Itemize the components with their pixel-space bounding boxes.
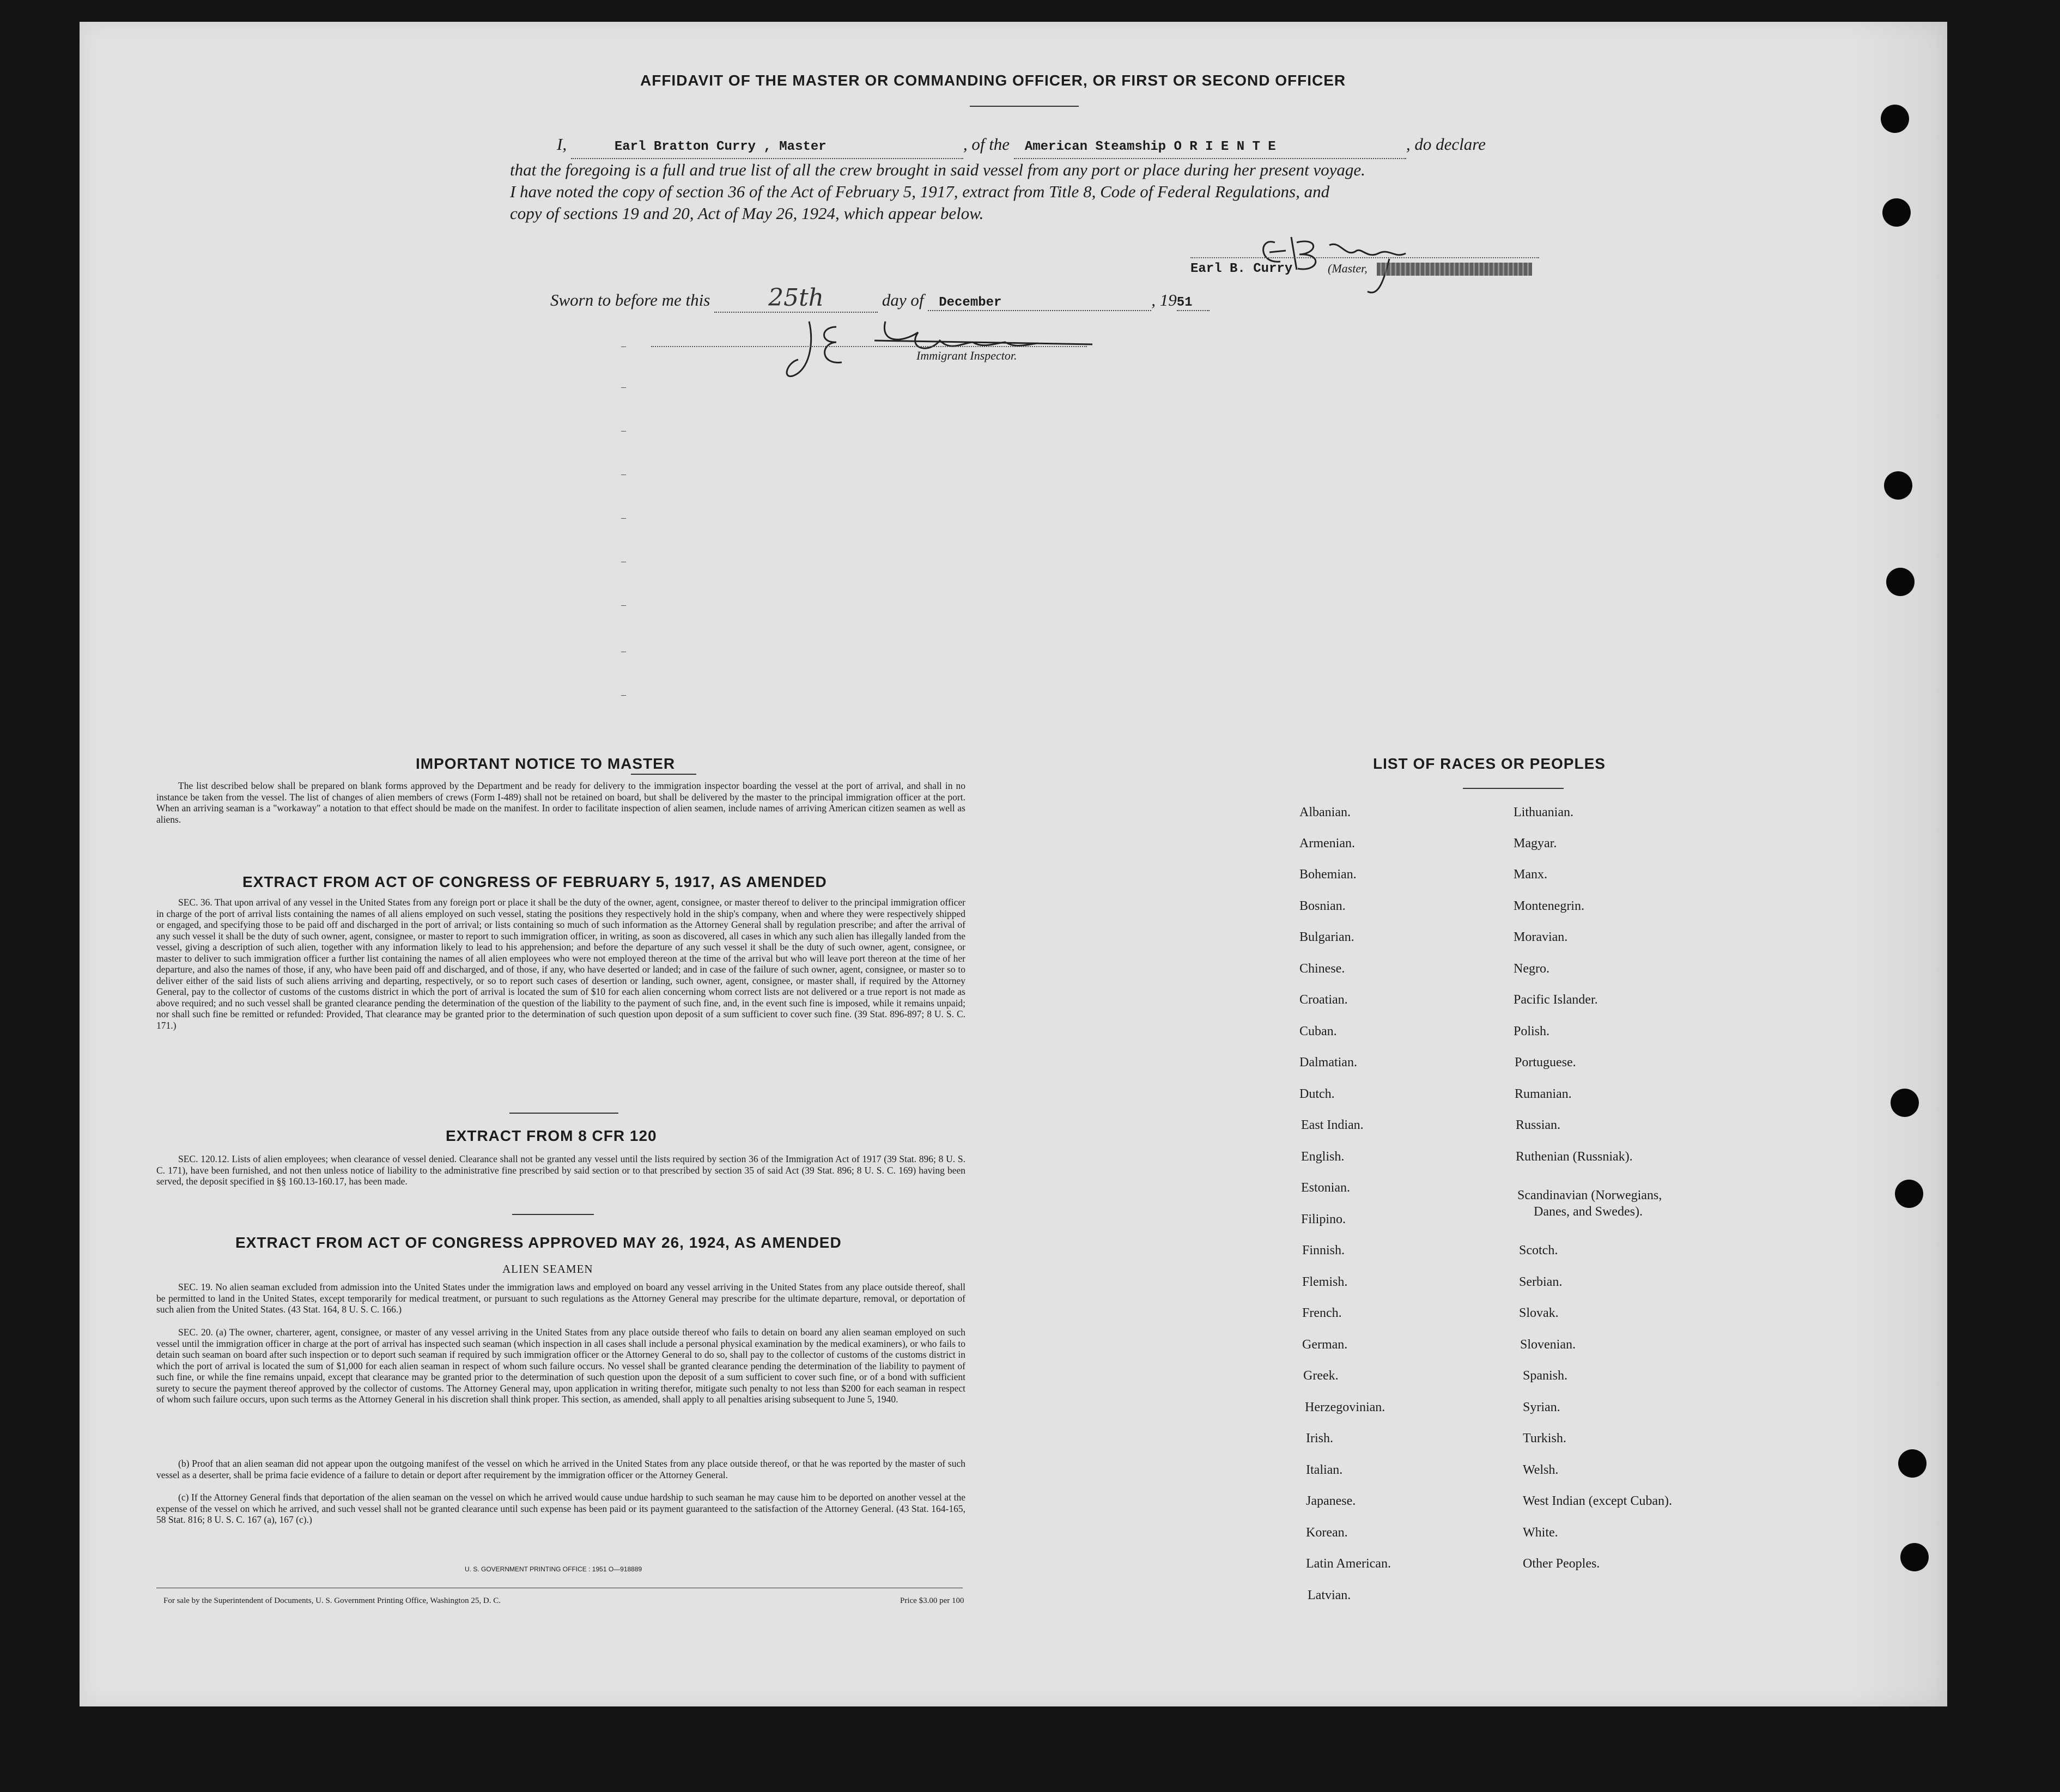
race-item: Korean.	[1306, 1526, 1348, 1540]
margin-dash: –	[621, 341, 626, 351]
race-item: Filipino.	[1301, 1212, 1346, 1226]
margin-dash: –	[621, 469, 626, 479]
race-item: German.	[1302, 1338, 1348, 1352]
margin-dash: –	[621, 689, 626, 700]
race-item: Scotch.	[1519, 1243, 1558, 1258]
race-item: Portuguese.	[1515, 1055, 1576, 1070]
race-item: Dalmatian.	[1299, 1055, 1357, 1070]
extract-cfr-text: SEC. 120.12. Lists of alien employees; when clearance of vessel denied. Clearance shall not be granted any vessel until the lists required by section 36 of the Immigration Act of 1917 (39 Stat. 896; 8 U. S. C. 171), have been furnished, and not then unless notice of liability to the administrative fine prescribed by said section or to that prescribed by section 35 of said Act (39 Stat. 896; 8 U. S. C. 169) having been served, the deposit specified in §§ 160.13-160.17, has been made.	[156, 1153, 965, 1187]
race-item: Syrian.	[1523, 1400, 1560, 1414]
signer-typed-name: Earl B. Curry	[1190, 262, 1293, 276]
race-item: French.	[1302, 1306, 1342, 1320]
race-item: Magyar.	[1514, 836, 1557, 851]
race-item: Manx.	[1514, 867, 1547, 882]
punch-hole	[1881, 105, 1909, 133]
race-item: East Indian.	[1301, 1118, 1364, 1132]
alien-seamen-subtitle: ALIEN SEAMEN	[502, 1262, 593, 1275]
section-divider	[509, 1113, 618, 1114]
affidavit-title: AFFIDAVIT OF THE MASTER OR COMMANDING OFFICER, OR FIRST OR SECOND OFFICER	[640, 72, 1346, 89]
extract-1917-title: EXTRACT FROM ACT OF CONGRESS OF FEBRUARY 5, 1917, AS AMENDED	[242, 873, 827, 890]
race-item: Spanish.	[1523, 1369, 1568, 1383]
margin-dash: –	[621, 381, 626, 392]
race-item: Dutch.	[1299, 1087, 1335, 1101]
race-item: Bohemian.	[1299, 867, 1357, 882]
extract-1924-title: EXTRACT FROM ACT OF CONGRESS APPROVED MAY 26, 1924, AS AMENDED	[235, 1234, 842, 1251]
section-divider	[512, 1214, 594, 1215]
race-item: Slovak.	[1519, 1306, 1559, 1320]
margin-dash: –	[621, 512, 626, 523]
document-page	[80, 22, 1947, 1706]
race-item: Serbian.	[1519, 1275, 1563, 1289]
page-edge-shading	[1849, 22, 1947, 1706]
punch-hole	[1895, 1180, 1923, 1208]
vessel-name-field: American Steamship O R I E N T E	[1024, 139, 1276, 154]
price-line: Price $3.00 per 100	[900, 1596, 964, 1605]
sworn-month: December	[939, 295, 1002, 310]
race-item: Italian.	[1306, 1463, 1343, 1477]
important-notice-text: The list described below shall be prepared on blank forms approved by the Department and be ready for delivery to the immigration inspector boarding the vessel at the port of arrival, and shall in no instance be taken from the vessel. The list of changes of alien members of crews (Form I-489) shall not be retained on board, but shall be delivered by the master to the principal immigration officer at the port. When an arriving seaman is a "workaway" a notation to that effect should be made on the manifest. In order to facilitate inspection of alien seamen, include names of arriving American citizen seamen as well as aliens.	[156, 780, 965, 825]
struck-out-titles	[1377, 263, 1532, 276]
extract-1924-sec20a: SEC. 20. (a) The owner, charterer, agent, consignee, or master of any vessel arriving in the United States from any place outside thereof who fails to detain on board any alien seaman employed on such vessel until the immigration officer in charge at the port of arrival has inspected such seaman (which inspection in all cases shall include a personal physical examination by the medical examiners), or who fails to detain such seaman on board after such inspection or to deport such seaman if required by such immigration officer or the Attorney General to do so, shall pay to the collector of customs of the customs district in which the port of arrival is located the sum of $1,000 for each alien seaman in respect of whom such failure occurs. No vessel shall be granted clearance pending the determination of the liability to payment of such fine, or while the fine remains unpaid, except that clearance may be granted prior to the determination of such question upon the deposit of a sum sufficient to cover such fine, or of a bond with sufficient surety to secure the payment thereof approved by the collector of customs. The Attorney General may, upon application in writing therefor, mitigate such penalty to not less than $200 for each seaman in respect of whom such failure occurs, upon such terms as the Attorney General in his discretion shall think proper. This section, as amended, shall apply to all penalties arising subsequent to June 5, 1940.	[156, 1327, 965, 1405]
race-item: Albanian.	[1299, 805, 1351, 819]
race-item: Bosnian.	[1299, 899, 1346, 913]
margin-dash: –	[621, 646, 626, 657]
declaration-line-2: that the foregoing is a full and true list of all the crew brought in said vessel from any port or place during her present voyage.	[510, 160, 1365, 179]
important-notice-title: IMPORTANT NOTICE TO MASTER	[416, 755, 676, 772]
race-item: Latin American.	[1306, 1557, 1391, 1571]
race-item: Ruthenian (Russniak).	[1516, 1150, 1633, 1164]
punch-hole	[1900, 1543, 1929, 1571]
punch-hole	[1891, 1089, 1919, 1117]
race-item: Lithuanian.	[1514, 805, 1573, 819]
race-item: Greek.	[1303, 1369, 1339, 1383]
race-item: Chinese.	[1299, 962, 1345, 976]
inspector-label: Immigrant Inspector.	[916, 349, 1017, 362]
title-underline	[970, 106, 1079, 107]
margin-dash: –	[621, 556, 626, 567]
race-item: Japanese.	[1306, 1494, 1356, 1508]
master-name-field: Earl Bratton Curry , Master	[614, 139, 827, 154]
race-item: Montenegrin.	[1514, 899, 1584, 913]
extract-1924-sec20c: (c) If the Attorney General finds that deportation of the alien seaman on the vessel on which he arrived would cause undue hardship to such seaman he may cause him to be deported on another vessel at the expense of the vessel on which he arrived, and such vessel shall not be granted clearance until such expense has been paid or its payment guaranteed to the satisfaction of the Attorney General. (43 Stat. 164-165, 58 Stat. 816; 8 U. S. C. 167 (a), 167 (c).)	[156, 1492, 965, 1525]
sworn-year: 51	[1176, 295, 1193, 310]
race-item: Cuban.	[1299, 1024, 1337, 1038]
extract-1924-sec20b: (b) Proof that an alien seaman did not appear upon the outgoing manifest of the vessel on which he arrived in the United States from any place outside thereof, or that he was reported by the master of such vessel as a deserter, shall be prima facie evidence of a failure to detain or deport after requirement by the immigration officer or the Attorney General.	[156, 1458, 965, 1480]
race-item: Latvian.	[1308, 1588, 1351, 1602]
race-item: Russian.	[1516, 1118, 1561, 1132]
race-item: Herzegovinian.	[1305, 1400, 1386, 1414]
sworn-line: Sworn to before me this 25th day of December , 1951	[550, 284, 1210, 313]
inspector-line	[651, 346, 1087, 348]
notice-underline	[631, 774, 696, 775]
extract-cfr-title: EXTRACT FROM 8 CFR 120	[446, 1127, 657, 1144]
race-item: Welsh.	[1523, 1463, 1559, 1477]
signer-role: (Master,	[1328, 262, 1368, 275]
race-item: Scandinavian (Norwegians,	[1517, 1188, 1662, 1202]
race-item: Moravian.	[1514, 930, 1568, 944]
margin-dash: –	[621, 599, 626, 610]
extract-1924-sec19: SEC. 19. No alien seaman excluded from admission into the United States under the immigration laws and employed on board any vessel arriving in the United States from any place outside thereof, shall be permitted to land in the United States, except temporarily for medical treatment, or pursuant to such regulations as the Attorney General may prescribe for the ultimate departure, removal, or deportation of such alien from the United States. (43 Stat. 164, 8 U. S. C. 166.)	[156, 1281, 965, 1315]
punch-hole	[1884, 471, 1912, 500]
race-item: Irish.	[1306, 1431, 1333, 1445]
punch-hole	[1882, 198, 1911, 227]
race-item: Slovenian.	[1520, 1338, 1576, 1352]
punch-hole	[1898, 1449, 1927, 1478]
signature-line	[1190, 257, 1539, 259]
race-item: Armenian.	[1299, 836, 1355, 851]
race-item: Croatian.	[1299, 993, 1348, 1007]
race-item: Bulgarian.	[1299, 930, 1354, 944]
race-item: Other Peoples.	[1523, 1557, 1600, 1571]
declaration-line-3: I have noted the copy of section 36 of the Act of February 5, 1917, extract from Title 8, Code of Federal Regulations, and	[510, 182, 1330, 201]
race-item: White.	[1523, 1526, 1558, 1540]
extract-1917-text: SEC. 36. That upon arrival of any vessel in the United States from any foreign port or place it shall be the duty of the owner, agent, consignee, or master thereof to deliver to the principal immigration officer in charge of the port of arrival lists containing the names of all aliens employed on such vessel, stating the positions they respectively hold in the ship's company, when and where they were respectively shipped or engaged, and specifying those to be paid off and discharged in the port of arrival; or lists containing so much of such information as the Attorney General shall by regulation prescribe; and after the arrival of any such vessel it shall be the duty of such owner, agent, consignee, or master to report to such immigration officer, in writing, as soon as discovered, all cases in which any such alien has illegally landed from the vessel, giving a description of such alien, together with any information likely to lead to his apprehension; and before the departure of any such vessel it shall be the duty of such owner, agent, consignee, or master to deliver to such immigration officer a further list containing the names of all alien employees who were not employed thereon at the time of the arrival but who will leave port thereon at the time of her departure, and also the names of those, if any, who have been paid off and discharged, and of those, if any, who have deserted or landed; and in case of the failure of such owner, agent, consignee, or master so to deliver either of the said lists of such aliens arriving and departing, respectively, or so to report such cases of desertion or landing, such owner, agent, consignee, or master shall, if required by the Attorney General, pay to the collector of customs of the customs district in which the port of arrival is located the sum of $10 for each alien concerning whom correct lists are not delivered or a true report is not made as above required; and no such vessel shall be granted clearance pending the determination of the question of the liability to the payment of such fine, and, in the event such fine is imposed, while it remains unpaid; nor shall such fine be remitted or refunded: Provided, That clearance may be granted prior to the determination of such question upon deposit of a sum sufficient to cover such fine. (39 Stat. 896-897; 8 U. S. C. 171.)	[156, 897, 965, 1031]
declaration-line-4: copy of sections 19 and 20, Act of May 26, 1924, which appear below.	[510, 204, 984, 223]
race-item: Estonian.	[1301, 1181, 1350, 1195]
race-item: Polish.	[1514, 1024, 1550, 1038]
affidavit-declaration: I, Earl Bratton Curry , Master , of the American Steamship O R I E N T E , do declare that the foregoing is a full and true list of all the crew brought in said vessel from any port or place during her present voyage. I have noted the copy of section 36 of the Act of February 5, 1917, extract from Title 8, Code of Federal Regulations, and copy of sections 19 and 20, Act of May 26, 1924, which appear below.	[510, 133, 1540, 224]
race-item: Rumanian.	[1515, 1087, 1572, 1101]
sale-line: For sale by the Superintendent of Documents, U. S. Government Printing Office, Washington 25, D. C.	[163, 1596, 501, 1605]
race-item: Flemish.	[1302, 1275, 1348, 1289]
race-item: Finnish.	[1302, 1243, 1345, 1258]
race-item: Pacific Islander.	[1514, 993, 1598, 1007]
race-item: Danes, and Swedes).	[1534, 1205, 1643, 1219]
race-item: Turkish.	[1523, 1431, 1566, 1445]
race-item: Negro.	[1514, 962, 1549, 976]
punch-hole	[1886, 568, 1915, 596]
race-item: English.	[1301, 1150, 1345, 1164]
race-item: West Indian (except Cuban).	[1523, 1494, 1672, 1508]
races-title: LIST OF RACES OR PEOPLES	[1373, 755, 1606, 772]
sworn-day-handwritten: 25th	[768, 284, 824, 312]
races-underline	[1463, 788, 1564, 789]
gpo-line: U. S. GOVERNMENT PRINTING OFFICE : 1951 O—918889	[465, 1565, 642, 1573]
margin-dash: –	[621, 425, 626, 436]
